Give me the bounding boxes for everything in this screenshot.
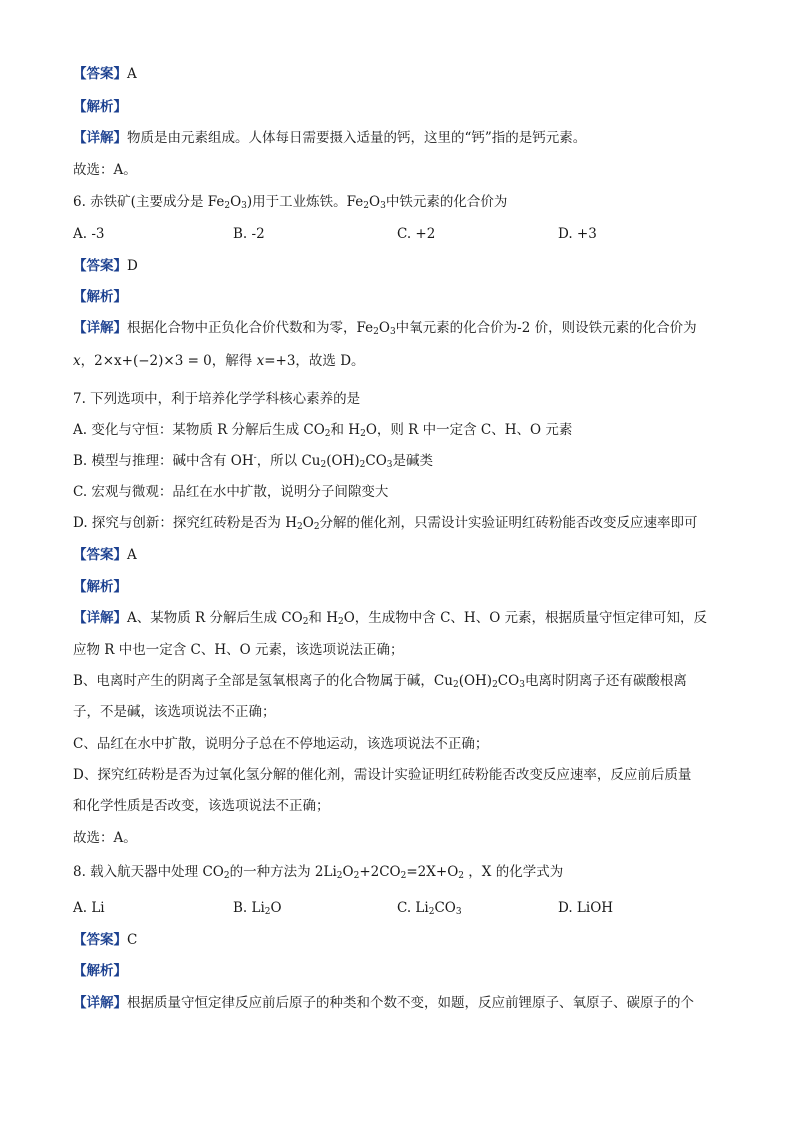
q7-stem: 7. 下列选项中，利于培养化学学科核心素养的是 [73,391,361,407]
answer-tag: 【答案】 [73,66,127,82]
q7-detail-line-7: 和化学性质是否改变，该选项说法不正确； [73,798,330,814]
q7-option-d: D. 探究与创新：探究红砖粉是否为 $H_2O_2$分解的催化剂，只需设计实验证明红砖粉能否改变反应速率即可 [73,515,698,532]
q8-detail-line-1: 【详解】根据质量守恒定律反应前后原子的种类和个数不变，如题，反应前锂原子、氧原子、碳原子的个 [73,995,694,1011]
detail-tag: 【详解】 [73,130,127,146]
analysis-tag: 【解析】 [73,289,127,305]
answer-tag: 【答案】 [73,932,127,948]
q7-detail-line-6: D、探究红砖粉是否为过氧化氢分解的催化剂，需设计实验证明红砖粉能否改变反应速率，反应前后质量 [73,767,692,783]
q6-option-c: C. +2 [397,226,436,242]
q8-analysis-line [73,961,723,981]
q7-conclusion: 故选：A。 [73,830,137,846]
detail-tag: 【详解】 [73,610,127,626]
q8-option-a: A. Li [73,900,105,916]
q8-equation: $2Li_2O_2+2CO_2=2X+O_2$ [314,864,464,881]
q7-option-a: A. 变化与守恒：某物质 R 分解后生成 $CO_2$和 $H_2O$，则 R 中一定含 C、H、O 元素 [73,422,573,439]
q8-option-c: C. $Li_2CO_3$ [397,900,462,917]
q6-analysis-line [73,287,723,307]
detail-tag: 【详解】 [73,320,127,336]
q7-detail-line-4: 子，不是碱，该选项说法不正确； [73,704,276,720]
answer-tag: 【答案】 [73,258,127,274]
analysis-tag: 【解析】 [73,963,127,979]
q7-detail-line-3: B、电离时产生的阴离子全部是氢氧根离子的化合物属于碱，$Cu_2(OH)_2CO_3$电离时阴离子还有碳酸根离 [73,673,687,690]
q7-answer-line [73,545,723,565]
q7-option-b: B. 模型与推理：碱中含有 OH-，所以 $Cu_2(OH)_2CO_3$是碱类 [73,453,433,470]
q5-detail-line [73,128,723,148]
q5-answer-line [73,64,723,84]
q6-option-b: B. -2 [233,226,265,242]
q6-stem: 6. 赤铁矿(主要成分是 $Fe_2O_3$)用于工业炼铁。$Fe_2O_3$中铁元素的化合价为 [73,194,508,211]
q8-option-d: D. LiOH [558,900,614,916]
q7-detail-line-5: C、品红在水中扩散，说明分子总在不停地运动，该选项说法不正确； [73,736,489,752]
q5-conclusion: 故选：A。 [73,162,137,178]
q8-answer: C [127,932,138,948]
q6-option-d: D. +3 [558,226,597,242]
answer-tag: 【答案】 [73,547,127,563]
q8-stem: 8. 载入航天器中处理 $CO_2$的一种方法为 $2Li_2O_2+2CO_2=2X+O_2$ ，X 的化学式为 [73,864,564,881]
q6-answer: D [127,258,138,274]
q7-option-c: C. 宏观与微观：品红在水中扩散，说明分子间隙变大 [73,484,389,500]
q7-answer: A [127,547,137,563]
q7-detail-line-2: 应物 R 中也一定含 C、H、O 元素，该选项说法正确； [73,642,404,658]
analysis-tag: 【解析】 [73,579,127,595]
detail-tag: 【详解】 [73,995,127,1011]
q5-analysis-line [73,97,723,117]
q5-answer: A [127,66,137,82]
q6-equation: 2×x+(−2)×3 = 0 [94,353,212,369]
q6-detail-line-1: 【详解】根据化合物中正负化合价代数和为零，$Fe_2O_3$中氧元素的化合价为-2 价，则设铁元素的化合价为 [73,320,697,337]
q6-detail-line-2: x，2×x+(−2)×3 = 0，解得 x=+3，故选 D。 [73,353,365,369]
q6-option-a: A. -3 [73,226,105,242]
q8-answer-line [73,930,723,950]
q8-option-b: B. $Li_2O$ [233,900,282,917]
q7-detail-line-1: 【详解】A、某物质 R 分解后生成 $CO_2$和 $H_2O$，生成物中含 C、H、O 元素，根据质量守恒定律可知，反 [73,610,708,627]
q6-answer-line [73,256,723,276]
q5-detail-text: 物质是由元素组成。人体每日需要摄入适量的钙，这里的“钙”指的是钙元素。 [127,130,587,146]
q7-analysis-line [73,577,723,597]
analysis-tag: 【解析】 [73,99,127,115]
